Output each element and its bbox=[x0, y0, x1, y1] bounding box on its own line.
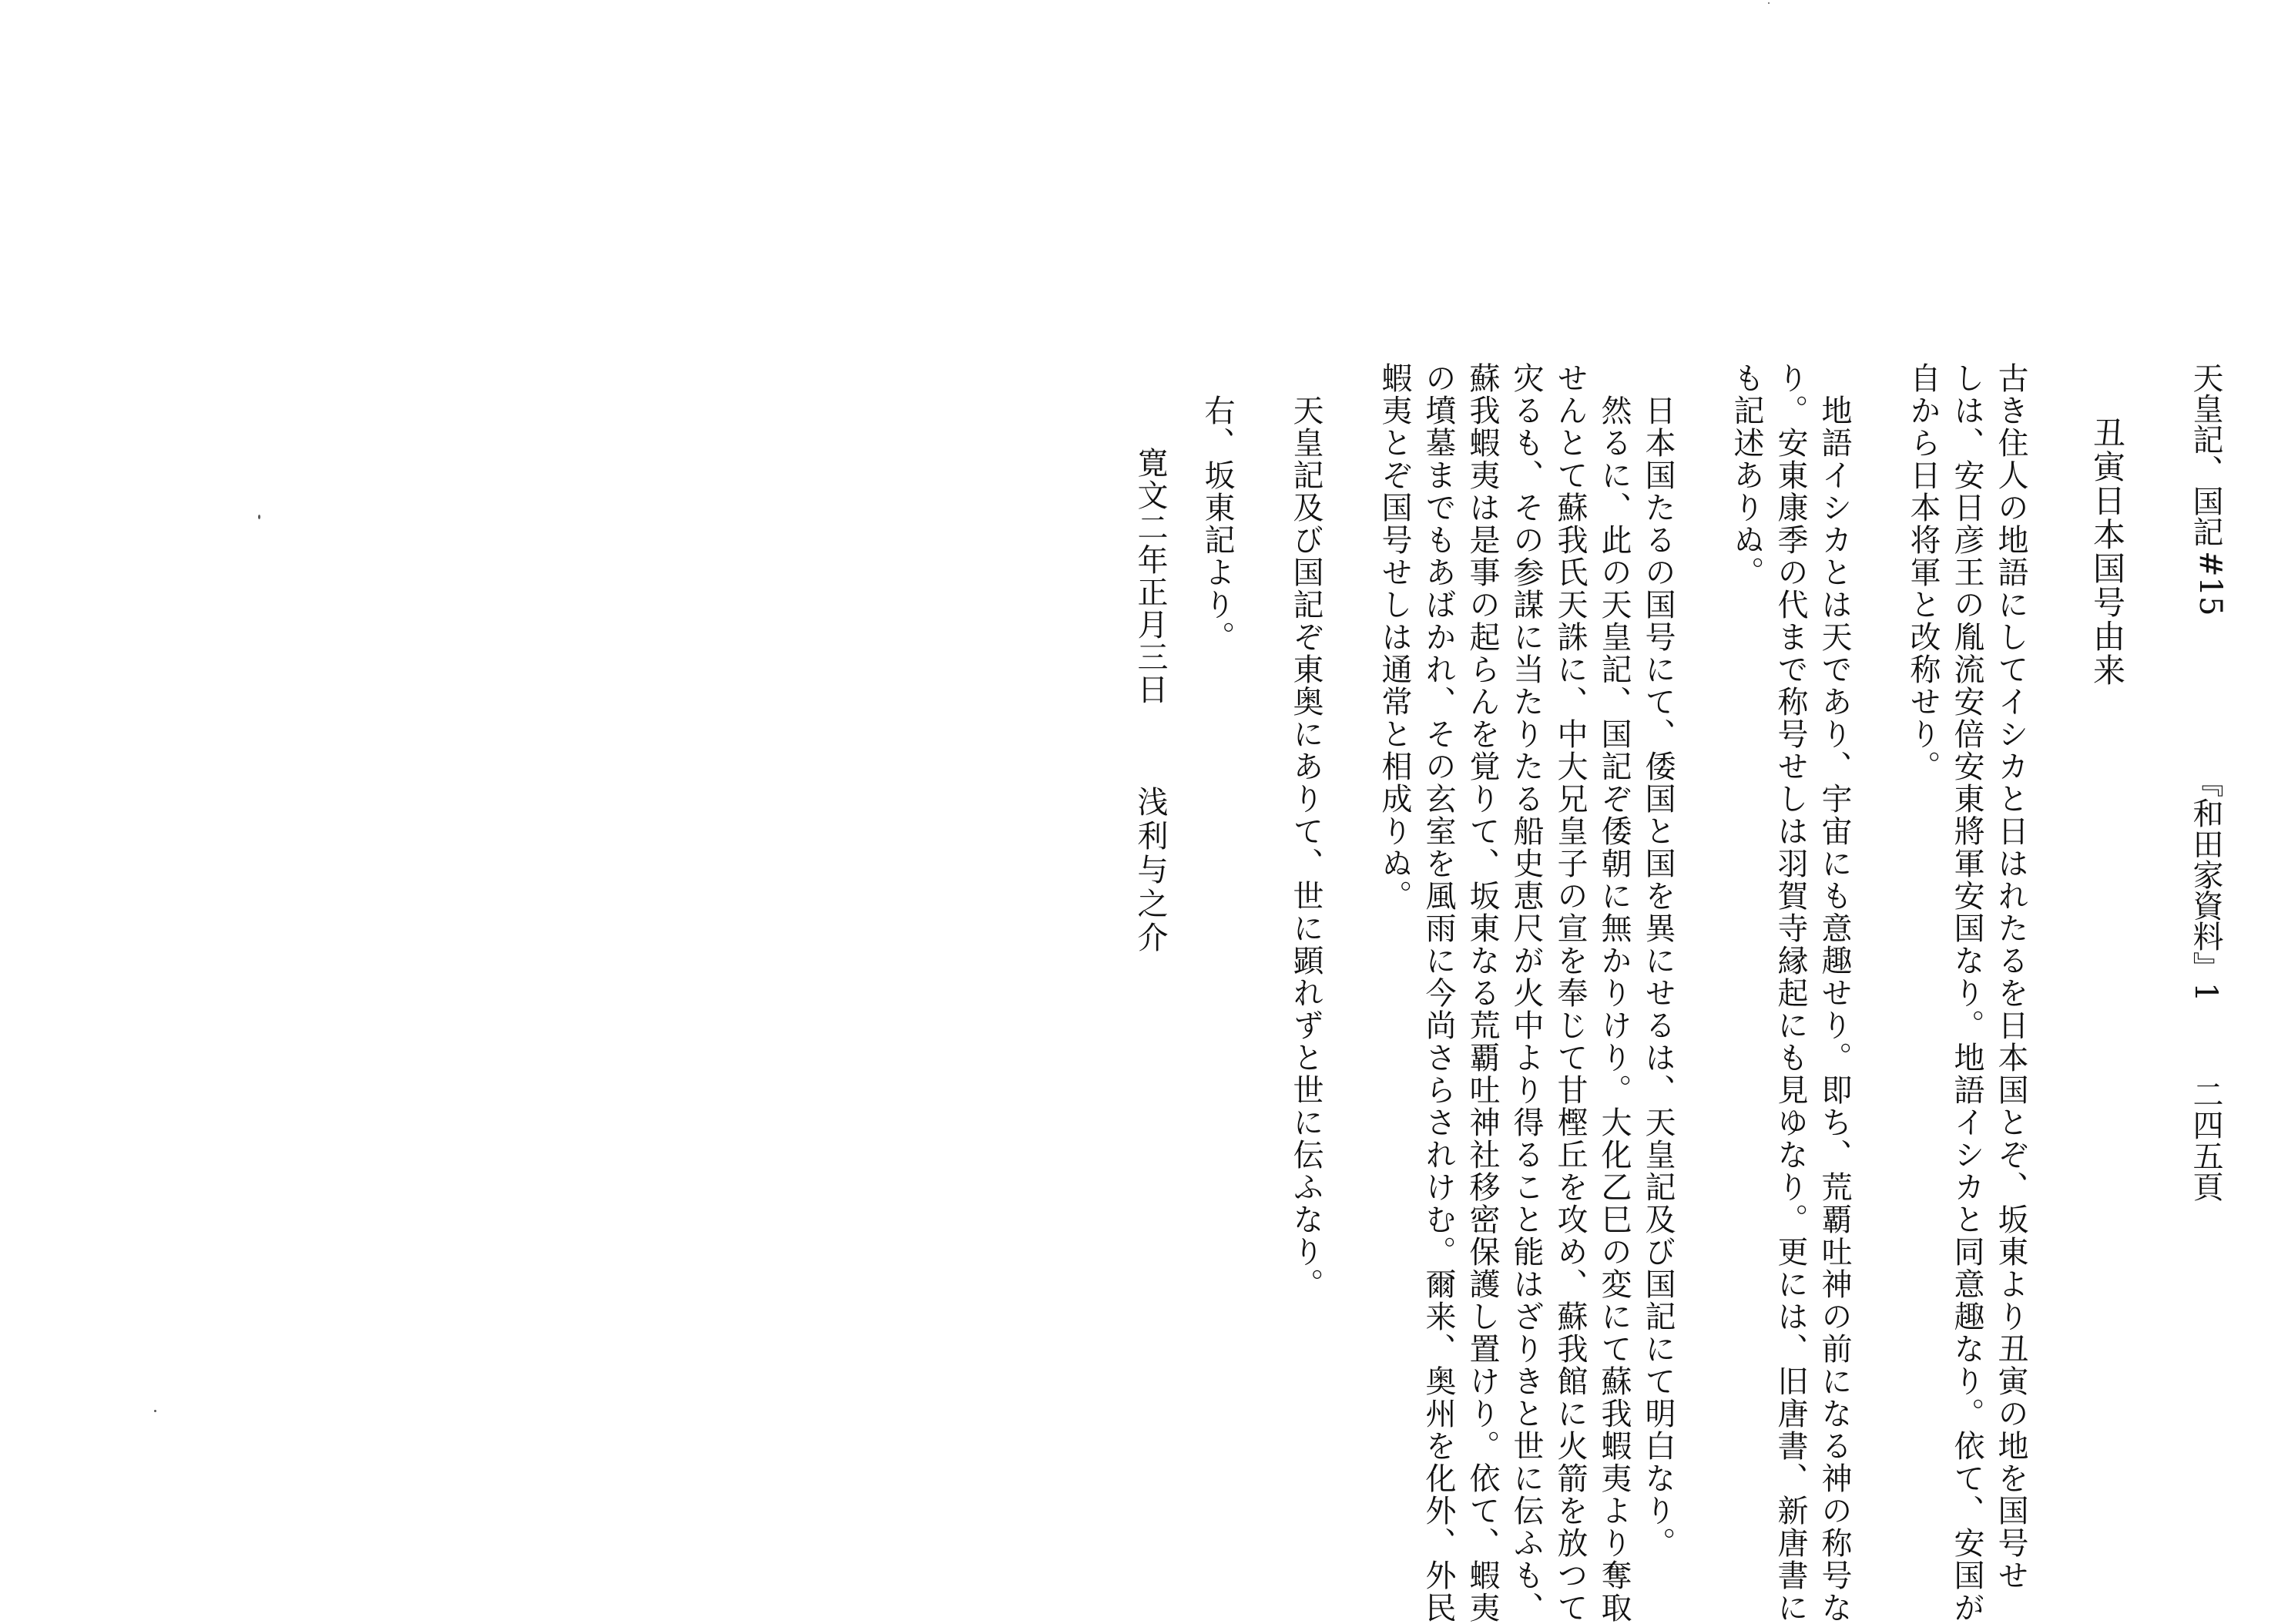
header-page-number: 二四五頁 bbox=[2188, 1079, 2223, 1202]
body-line: 灾るも、その参謀に当たりたる船史恵尺が火中より得ること能はざりきと世に伝ふも、 bbox=[1508, 362, 1544, 1624]
body-line: 古き住人の地語にしてイシカと日はれたるを日本国とぞ、坂東より丑寅の地を国号せ bbox=[1993, 362, 2028, 1592]
body-line: 右、坂東記より。 bbox=[1199, 362, 1235, 653]
body-line: 蝦夷とぞ国号せしは通常と相成りぬ。 bbox=[1377, 362, 1412, 912]
scan-speck bbox=[154, 1410, 156, 1412]
scan-speck bbox=[1768, 2, 1770, 4]
header-number: #15 bbox=[2192, 551, 2228, 616]
body-line: 地語イシカとは天であり、宇宙にも意趣せり。即ち、荒覇吐神の前になる神の称号な bbox=[1817, 362, 1852, 1624]
body-line: の墳墓までもあばかれ、その玄室を風雨に今尚さらされけむ。爾来、奥州を化外、外民 bbox=[1421, 362, 1456, 1624]
body-line: 蘇我蝦夷は是事の起らんを覚りて、坂東なる荒覇吐神社移密保護し置けり。依て、蝦夷 bbox=[1464, 362, 1500, 1624]
body-line: も記述ありぬ。 bbox=[1729, 362, 1764, 589]
page-header bbox=[2182, 362, 2228, 1210]
body-line: せんとて蘇我氏天誅に、中大兄皇子の宣を奉じて甘樫丘を攻め、蘇我館に火箭を放つて bbox=[1552, 362, 1588, 1624]
header-source: 『和田家資料』1 bbox=[2188, 767, 2223, 1002]
header-book-title: 天皇記、国記 bbox=[2188, 362, 2223, 547]
body-line: 然るに、此の天皇記、国記ぞ倭朝に無かりけり。大化乙巳の変にて蘇我蝦夷より奪取 bbox=[1596, 362, 1632, 1624]
scan-speck bbox=[258, 515, 260, 519]
document-title: 丑寅日本国号由来 bbox=[2088, 416, 2126, 687]
document-date: 寛文二年正月三日 bbox=[1132, 447, 1168, 706]
body-line: 自から日本将軍と改称せり。 bbox=[1905, 362, 1941, 783]
document-author: 浅利与之介 bbox=[1132, 786, 1168, 955]
body-line: 日本国たるの国号にて、倭国と国を異にせるは、天皇記及び国記にて明白なり。 bbox=[1640, 362, 1676, 1559]
body-line: しは、安日彦王の胤流安倍安東將軍安国なり。地語イシカと同意趣なり。依て、安国が bbox=[1949, 362, 1984, 1624]
body-line: 天皇記及び国記ぞ東奥にありて、世に顕れずと世に伝ふなり。 bbox=[1288, 362, 1323, 1300]
body-line: り。安東康季の代まで称号せしは羽賀寺縁起にも見ゆなり。更には、旧唐書、新唐書に bbox=[1773, 362, 1808, 1624]
